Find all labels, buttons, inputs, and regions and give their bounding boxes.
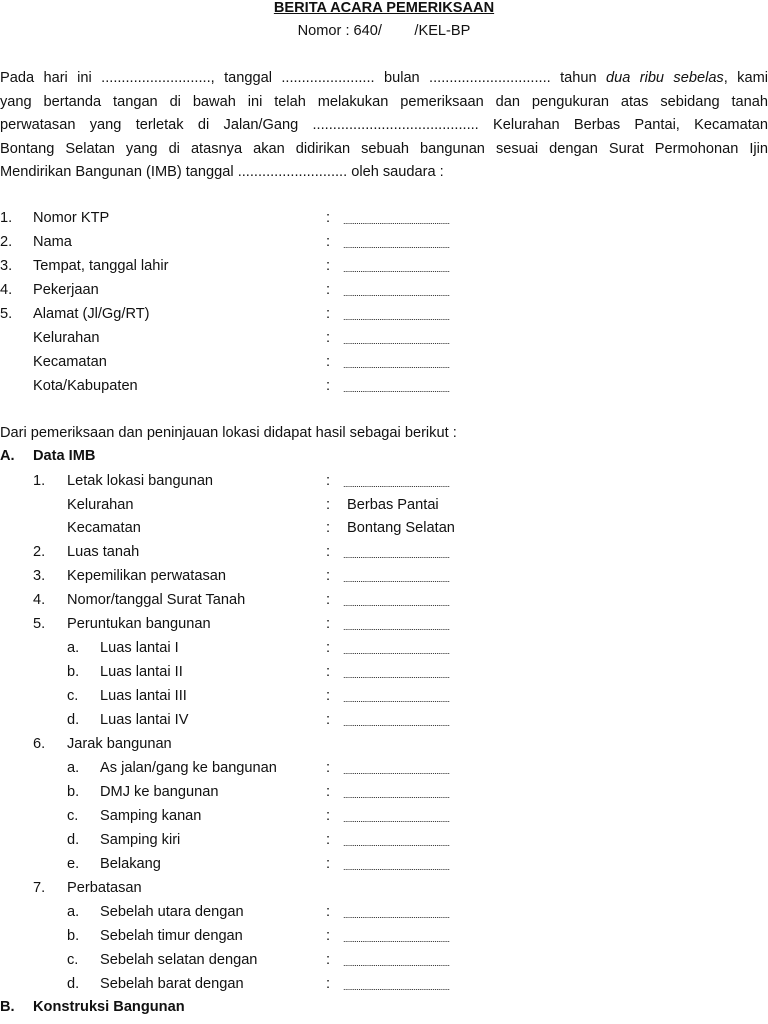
intro-line: Pada hari ini ..........................., tanggal ....................... bulan .............................. tahun dua ribu sebelas, kami	[0, 70, 768, 86]
colon: :	[326, 976, 331, 992]
sub-item-letter: d.	[67, 832, 80, 848]
applicant-row	[0, 352, 768, 372]
fill-in-blank: ........................................................	[343, 862, 450, 872]
fill-in-blank: ........................................................	[343, 479, 450, 489]
item-label: Luas lantai IV	[100, 712, 189, 728]
colon: :	[326, 688, 331, 704]
section-a-letter: A.	[0, 448, 15, 464]
fill-in-blank: ........................................................	[343, 312, 450, 322]
section-a-row	[0, 902, 768, 922]
item-number: 2.	[0, 234, 13, 250]
item-value: Berbas Pantai	[347, 497, 439, 513]
item-label: Jarak bangunan	[67, 736, 172, 752]
item-label: Nama	[33, 234, 72, 250]
section-a-row	[0, 830, 768, 850]
section-intro: Dari pemeriksaan dan peninjauan lokasi didapat hasil sebagai berikut :	[0, 425, 457, 441]
fill-in-blank: ........................................................	[343, 550, 450, 560]
fill-in-blank: ........................................................	[343, 574, 450, 584]
fill-in-blank: ........................................................	[343, 598, 450, 608]
applicant-row	[0, 328, 768, 348]
section-a-row	[0, 542, 768, 562]
item-label: Luas lantai II	[100, 664, 183, 680]
fill-in-blank: ........................................................	[343, 838, 450, 848]
fill-in-blank: ........................................................	[343, 766, 450, 776]
applicant-row	[0, 256, 768, 276]
fill-in-blank: ........................................................	[343, 814, 450, 824]
section-b-title: Konstruksi Bangunan	[33, 999, 185, 1015]
section-a-title: Data IMB	[33, 448, 96, 464]
fill-in-blank: ........................................................	[343, 910, 450, 920]
document-number-suffix: /KEL-BP	[414, 23, 471, 39]
sub-item-letter: e.	[67, 856, 80, 872]
item-label: Peruntukan bangunan	[67, 616, 211, 632]
intro-line: perwatasan yang terletak di Jalan/Gang ......................................... Kelurahan Berbas Pantai, Kecamatan	[0, 117, 768, 133]
colon: :	[326, 568, 331, 584]
applicant-row	[0, 232, 768, 252]
section-b-letter: B.	[0, 999, 15, 1015]
item-label: Belakang	[100, 856, 161, 872]
intro-line: Mendirikan Bangunan (IMB) tanggal ........................... oleh saudara :	[0, 164, 444, 180]
colon: :	[326, 712, 331, 728]
section-a-row	[0, 878, 768, 898]
colon: :	[326, 544, 331, 560]
item-label: Sebelah selatan dengan	[100, 952, 258, 968]
sub-item-letter: c.	[67, 688, 79, 704]
section-a-row	[0, 662, 768, 682]
item-value: Bontang Selatan	[347, 520, 455, 536]
applicant-row	[0, 376, 768, 396]
applicant-row	[0, 304, 768, 324]
item-label: Samping kiri	[100, 832, 181, 848]
item-label: As jalan/gang ke bangunan	[100, 760, 277, 776]
colon: :	[326, 210, 331, 226]
fill-in-blank: ........................................................	[343, 694, 450, 704]
section-a-row	[0, 638, 768, 658]
item-number: 6.	[33, 736, 46, 752]
section-a-row	[0, 782, 768, 802]
item-number: 4.	[0, 282, 13, 298]
colon: :	[326, 928, 331, 944]
document-title: BERITA ACARA PEMERIKSAAN	[273, 0, 495, 16]
applicant-row	[0, 208, 768, 228]
item-number: 3.	[0, 258, 13, 274]
colon: :	[326, 306, 331, 322]
colon: :	[326, 258, 331, 274]
intro-italic-phrase: dua ribu sebelas	[605, 70, 724, 86]
section-a-heading	[0, 446, 768, 466]
colon: :	[326, 473, 331, 489]
item-number: 4.	[33, 592, 46, 608]
item-label: Nomor KTP	[33, 210, 110, 226]
fill-in-blank: ........................................................	[343, 958, 450, 968]
sub-item-letter: b.	[67, 784, 80, 800]
sub-item-letter: b.	[67, 928, 80, 944]
colon: :	[326, 378, 331, 394]
sub-item-letter: c.	[67, 808, 79, 824]
item-label: Samping kanan	[100, 808, 202, 824]
colon: :	[326, 592, 331, 608]
section-a-row	[0, 471, 768, 491]
item-label: Sebelah barat dengan	[100, 976, 244, 992]
section-a-row	[0, 518, 768, 538]
item-number: 5.	[33, 616, 46, 632]
colon: :	[326, 616, 331, 632]
item-label: Letak lokasi bangunan	[67, 473, 214, 489]
item-label: Kecamatan	[67, 520, 141, 536]
colon: :	[326, 664, 331, 680]
section-a-row	[0, 806, 768, 826]
sub-item-letter: c.	[67, 952, 79, 968]
fill-in-blank: ........................................................	[343, 336, 450, 346]
item-label: Sebelah timur dengan	[100, 928, 243, 944]
colon: :	[326, 282, 331, 298]
fill-in-blank: ........................................................	[343, 360, 450, 370]
document-number	[0, 21, 768, 41]
item-number: 1.	[33, 473, 46, 489]
section-a-row	[0, 926, 768, 946]
fill-in-blank: ........................................................	[343, 934, 450, 944]
sub-item-letter: d.	[67, 976, 80, 992]
document-number-prefix: Nomor : 640/	[297, 23, 382, 39]
item-label: Nomor/tanggal Surat Tanah	[67, 592, 246, 608]
section-a-row	[0, 710, 768, 730]
item-label: Kelurahan	[33, 330, 100, 346]
item-label: Kepemilikan perwatasan	[67, 568, 226, 584]
fill-in-blank: ........................................................	[343, 240, 450, 250]
item-label: Perbatasan	[67, 880, 142, 896]
colon: :	[326, 760, 331, 776]
colon: :	[326, 904, 331, 920]
colon: :	[326, 808, 331, 824]
section-a-row	[0, 950, 768, 970]
intro-line: yang bertanda tangan di bawah ini telah melakukan pemeriksaan dan pengukuran atas sebidang tanah	[0, 93, 768, 110]
fill-in-blank: ........................................................	[343, 670, 450, 680]
sub-item-letter: d.	[67, 712, 80, 728]
item-label: Kelurahan	[67, 497, 134, 513]
item-label: Luas lantai I	[100, 640, 179, 656]
item-label: Kecamatan	[33, 354, 107, 370]
section-a-row	[0, 590, 768, 610]
fill-in-blank: ........................................................	[343, 718, 450, 728]
item-label: DMJ ke bangunan	[100, 784, 219, 800]
colon: :	[326, 784, 331, 800]
item-number: 7.	[33, 880, 46, 896]
item-number: 2.	[33, 544, 46, 560]
fill-in-blank: ........................................................	[343, 384, 450, 394]
fill-in-blank: ........................................................	[343, 264, 450, 274]
colon: :	[326, 856, 331, 872]
sub-item-letter: a.	[67, 640, 80, 656]
sub-item-letter: a.	[67, 760, 80, 776]
intro-paragraph	[0, 67, 768, 185]
sub-item-letter: a.	[67, 904, 80, 920]
item-number: 3.	[33, 568, 46, 584]
section-a-row	[0, 686, 768, 706]
colon: :	[326, 832, 331, 848]
colon: :	[326, 520, 331, 536]
item-label: Luas tanah	[67, 544, 140, 560]
section-a-row	[0, 614, 768, 634]
item-label: Tempat, tanggal lahir	[33, 258, 169, 274]
intro-line: Bontang Selatan yang di atasnya akan didirikan sebuah bangunan sesuai dengan Surat Permohonan Ijin	[0, 140, 768, 157]
colon: :	[326, 354, 331, 370]
fill-in-blank: ........................................................	[343, 982, 450, 992]
section-a-row	[0, 734, 768, 754]
fill-in-blank: ........................................................	[343, 622, 450, 632]
colon: :	[326, 497, 331, 513]
section-b-heading	[0, 997, 768, 1017]
item-label: Sebelah utara dengan	[100, 904, 244, 920]
item-number: 1.	[0, 210, 13, 226]
fill-in-blank: ........................................................	[343, 790, 450, 800]
item-label: Luas lantai III	[100, 688, 187, 704]
fill-in-blank: ........................................................	[343, 646, 450, 656]
section-a-row	[0, 758, 768, 778]
colon: :	[326, 640, 331, 656]
colon: :	[326, 952, 331, 968]
item-label: Kota/Kabupaten	[33, 378, 138, 394]
fill-in-blank: ........................................................	[343, 216, 450, 226]
section-a-row	[0, 495, 768, 515]
fill-in-blank: ........................................................	[343, 288, 450, 298]
item-number: 5.	[0, 306, 13, 322]
colon: :	[326, 330, 331, 346]
applicant-row	[0, 280, 768, 300]
item-label: Pekerjaan	[33, 282, 99, 298]
item-label: Alamat (Jl/Gg/RT)	[33, 306, 150, 322]
colon: :	[326, 234, 331, 250]
sub-item-letter: b.	[67, 664, 80, 680]
section-a-row	[0, 974, 768, 994]
section-a-row	[0, 854, 768, 874]
section-a-row	[0, 566, 768, 586]
